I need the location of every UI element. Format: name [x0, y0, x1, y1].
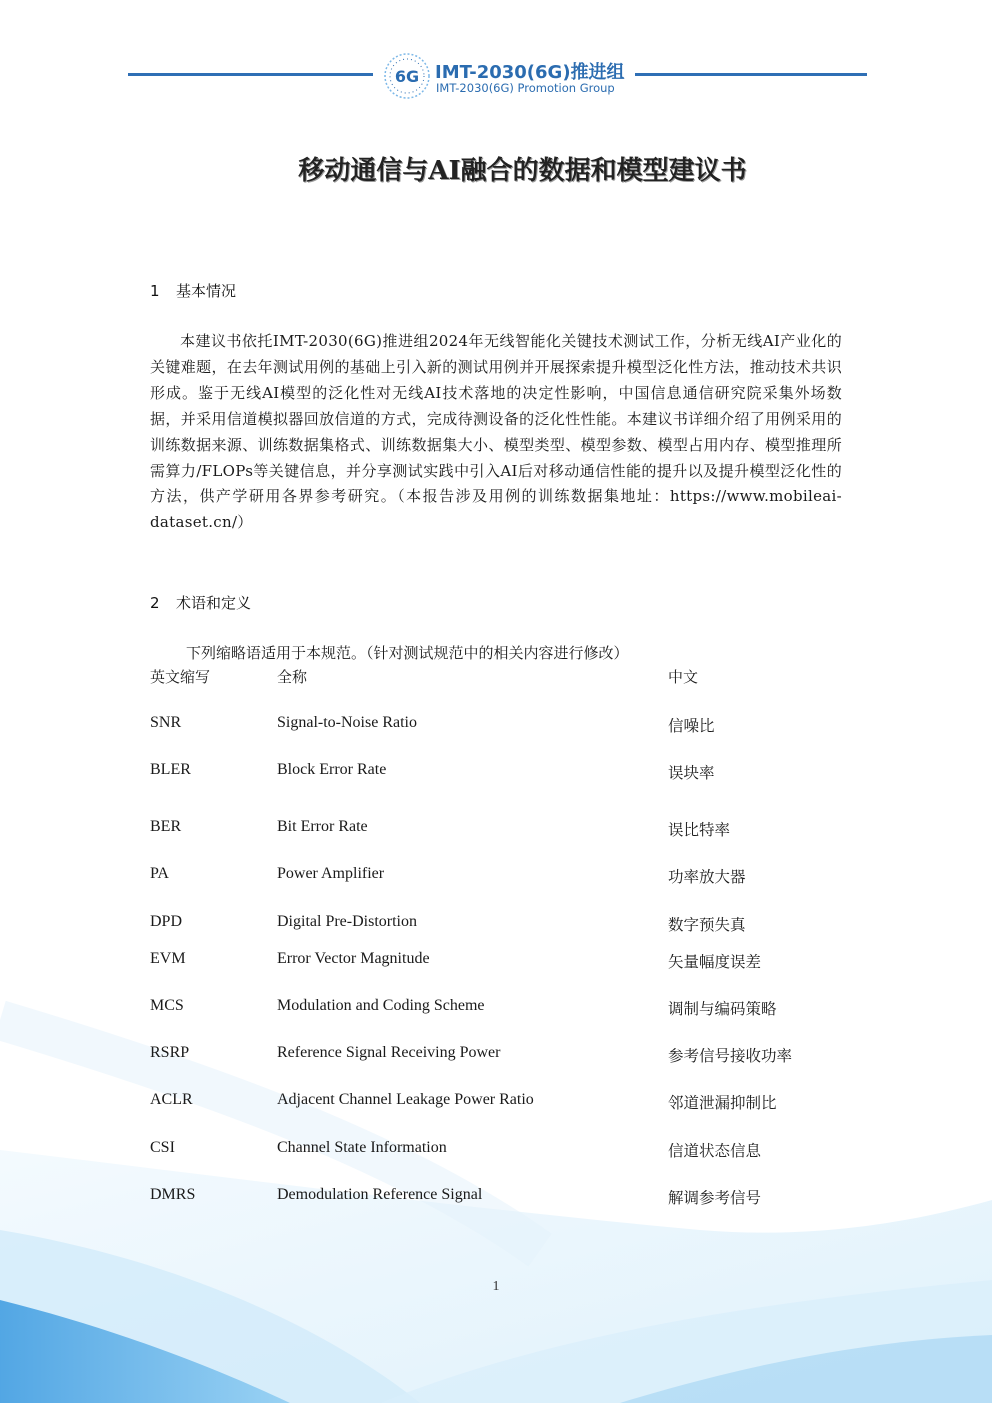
section-2-intro: 下列缩略语适用于本规范。（针对测试规范中的相关内容进行修改）: [186, 644, 629, 662]
term-cn: 参考信号接收功率: [668, 1047, 793, 1065]
term-abbr: DPD: [150, 913, 183, 930]
table-row: [0, 761, 992, 783]
term-cn: 调制与编码策略: [668, 1000, 777, 1018]
term-full: Channel State Information: [277, 1139, 447, 1156]
header-rule-left: [128, 73, 373, 76]
term-full: Adjacent Channel Leakage Power Ratio: [277, 1091, 534, 1108]
term-full: Error Vector Magnitude: [277, 950, 430, 967]
term-full: Modulation and Coding Scheme: [277, 997, 485, 1014]
term-cn: 解调参考信号: [668, 1189, 762, 1207]
table-row: [0, 818, 992, 840]
term-abbr: RSRP: [150, 1044, 190, 1061]
term-abbr: CSI: [150, 1139, 175, 1156]
term-full: Block Error Rate: [277, 761, 387, 778]
table-row: [0, 997, 992, 1019]
term-abbr: DMRS: [150, 1186, 196, 1203]
section-heading-2: [150, 592, 251, 613]
table-row: [0, 1139, 992, 1161]
term-cn: 信道状态信息: [668, 1142, 762, 1160]
term-abbr: MCS: [150, 997, 184, 1014]
term-cn: 邻道泄漏抑制比: [668, 1094, 777, 1112]
org-name-cn: IMT-2030(6G)推进组: [435, 62, 625, 83]
svg-text:6G: 6G: [394, 67, 420, 86]
org-name-en: IMT-2030(6G) Promotion Group: [436, 81, 615, 95]
table-row: [0, 865, 992, 887]
section-title: 基本情况: [176, 282, 237, 300]
term-full: Bit Error Rate: [277, 818, 368, 835]
term-cn: 数字预失真: [668, 916, 746, 934]
term-full: Signal-to-Noise Ratio: [277, 714, 417, 731]
section-heading-1: [150, 280, 236, 301]
term-cn: 信噪比: [668, 717, 715, 735]
section-1-body: 本建议书依托IMT-2030(6G)推进组2024年无线智能化关键技术测试工作，分析无线AI产业化的关键难题，在去年测试用例的基础上引入新的测试用例并开展探索提升模型泛化性方法，推动技术共识形成。鉴于无线AI模型的泛化性对无线AI技术落地的决定性影响，中国信息通信研究院采集外场数据，并采用信道模拟器回放信道的方式，完成待测设备的泛化性性能。本建议书详细介绍了用例采用的训练数据来源、训练数据集格式、训练数据集大小、模型类型、模型参数、模型占用内存、模型推理所需算力/FLOPs等关键信息，并分享测试实践中引入AI后对移动通信性能的提升以及提升模型泛化性的方法，供产学研用各界参考研究。（本报告涉及用例的训练数据集地址：https://www.mobileai-dataset.cn/）: [150, 332, 842, 532]
term-full: Digital Pre-Distortion: [277, 913, 417, 930]
term-abbr: EVM: [150, 950, 186, 967]
term-cn: 矢量幅度误差: [668, 953, 762, 971]
table-row: [0, 913, 992, 935]
section-number: 1: [150, 282, 160, 300]
term-abbr: SNR: [150, 714, 182, 731]
term-full: Power Amplifier: [277, 865, 385, 882]
table-row: [0, 1186, 992, 1208]
page-number: 1: [492, 1279, 500, 1294]
term-cn: 误比特率: [668, 821, 731, 839]
term-abbr: BLER: [150, 761, 191, 778]
term-cn: 功率放大器: [668, 868, 746, 886]
term-full: Reference Signal Receiving Power: [277, 1044, 501, 1061]
imt2030-6g-logo-icon: [382, 51, 432, 101]
terms-header-cn: 中文: [668, 668, 699, 686]
term-abbr: BER: [150, 818, 182, 835]
terms-header-abbr: 英文缩写: [150, 668, 211, 686]
header-rule-right: [635, 73, 867, 76]
table-row: [0, 1091, 992, 1113]
term-full: Demodulation Reference Signal: [277, 1186, 483, 1203]
section-number: 2: [150, 594, 160, 612]
term-abbr: PA: [150, 865, 169, 882]
terms-header-full: 全称: [277, 668, 308, 686]
document-title: 移动通信与AI融合的数据和模型建议书: [298, 156, 747, 186]
table-row: [0, 1044, 992, 1066]
term-abbr: ACLR: [150, 1091, 193, 1108]
term-cn: 误块率: [668, 764, 715, 782]
table-row: [0, 950, 992, 972]
table-row: [0, 714, 992, 736]
section-title: 术语和定义: [176, 594, 252, 612]
